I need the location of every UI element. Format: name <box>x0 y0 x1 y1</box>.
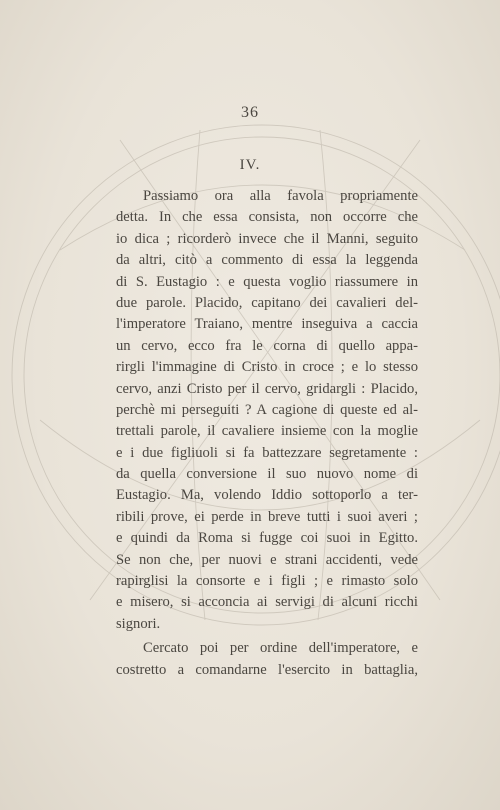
text-line: perchè mi perseguiti ? A cagione di queste ed al- <box>116 401 418 418</box>
text-line: trettali parole, il cavaliere insieme con la moglie <box>116 423 418 440</box>
text-line: Se non che, per nuovi e strani accidenti, vede <box>116 551 418 568</box>
text-line: cervo, anzi Cristo per il cervo, gridargli : Placido, <box>116 380 418 397</box>
text-line: l'imperatore Traiano, mentre inseguiva a caccia <box>116 316 418 333</box>
page-number: 36 <box>241 104 259 121</box>
text-line: di S. Eustagio : e questa voglio riassumere in <box>116 273 418 290</box>
text-line: rirgli l'immagine di Cristo in croce ; e lo stesso <box>116 359 418 376</box>
text-line: Eustagio. Ma, volendo Iddio sottoporlo a ter- <box>116 487 418 504</box>
text-line: io dica ; ricorderò invece che il Manni, seguito <box>116 230 418 247</box>
text-line: e quindi da Roma si fugge coi suoi in Egitto. <box>116 530 418 547</box>
chapter-heading: IV. <box>239 157 261 173</box>
text-line: Passiamo ora alla favola propriamente <box>143 188 418 204</box>
text-line: due parole. Placido, capitano dei cavalieri del- <box>116 294 418 311</box>
text-line: da quella conversione il suo nuovo nome di <box>116 466 418 483</box>
text-line: e misero, si acconcia ai servigi di alcuni ricchi <box>116 594 418 611</box>
paragraph <box>116 638 418 681</box>
body-text <box>116 186 418 681</box>
paragraph <box>116 186 418 635</box>
text-line: rapirglisi la consorte e i figli ; e rimasto solo <box>116 573 418 590</box>
text-line: ribili prove, ei perde in breve tutti i suoi averi ; <box>116 508 418 525</box>
text-line: detta. In che essa consista, non occorre che <box>116 209 418 226</box>
text-line: signori. <box>116 615 161 632</box>
text-line: e i due figliuoli si fa battezzare segretamente : <box>116 444 418 461</box>
text-line: costretto a comandarne l'esercito in battaglia, <box>116 661 418 678</box>
text-line: un cervo, ecco fra le corna di quello appa- <box>116 337 418 354</box>
text-line: da altri, citò a commento di essa la leggenda <box>116 252 418 269</box>
text-line: Cercato poi per ordine dell'imperatore, e <box>143 640 418 657</box>
